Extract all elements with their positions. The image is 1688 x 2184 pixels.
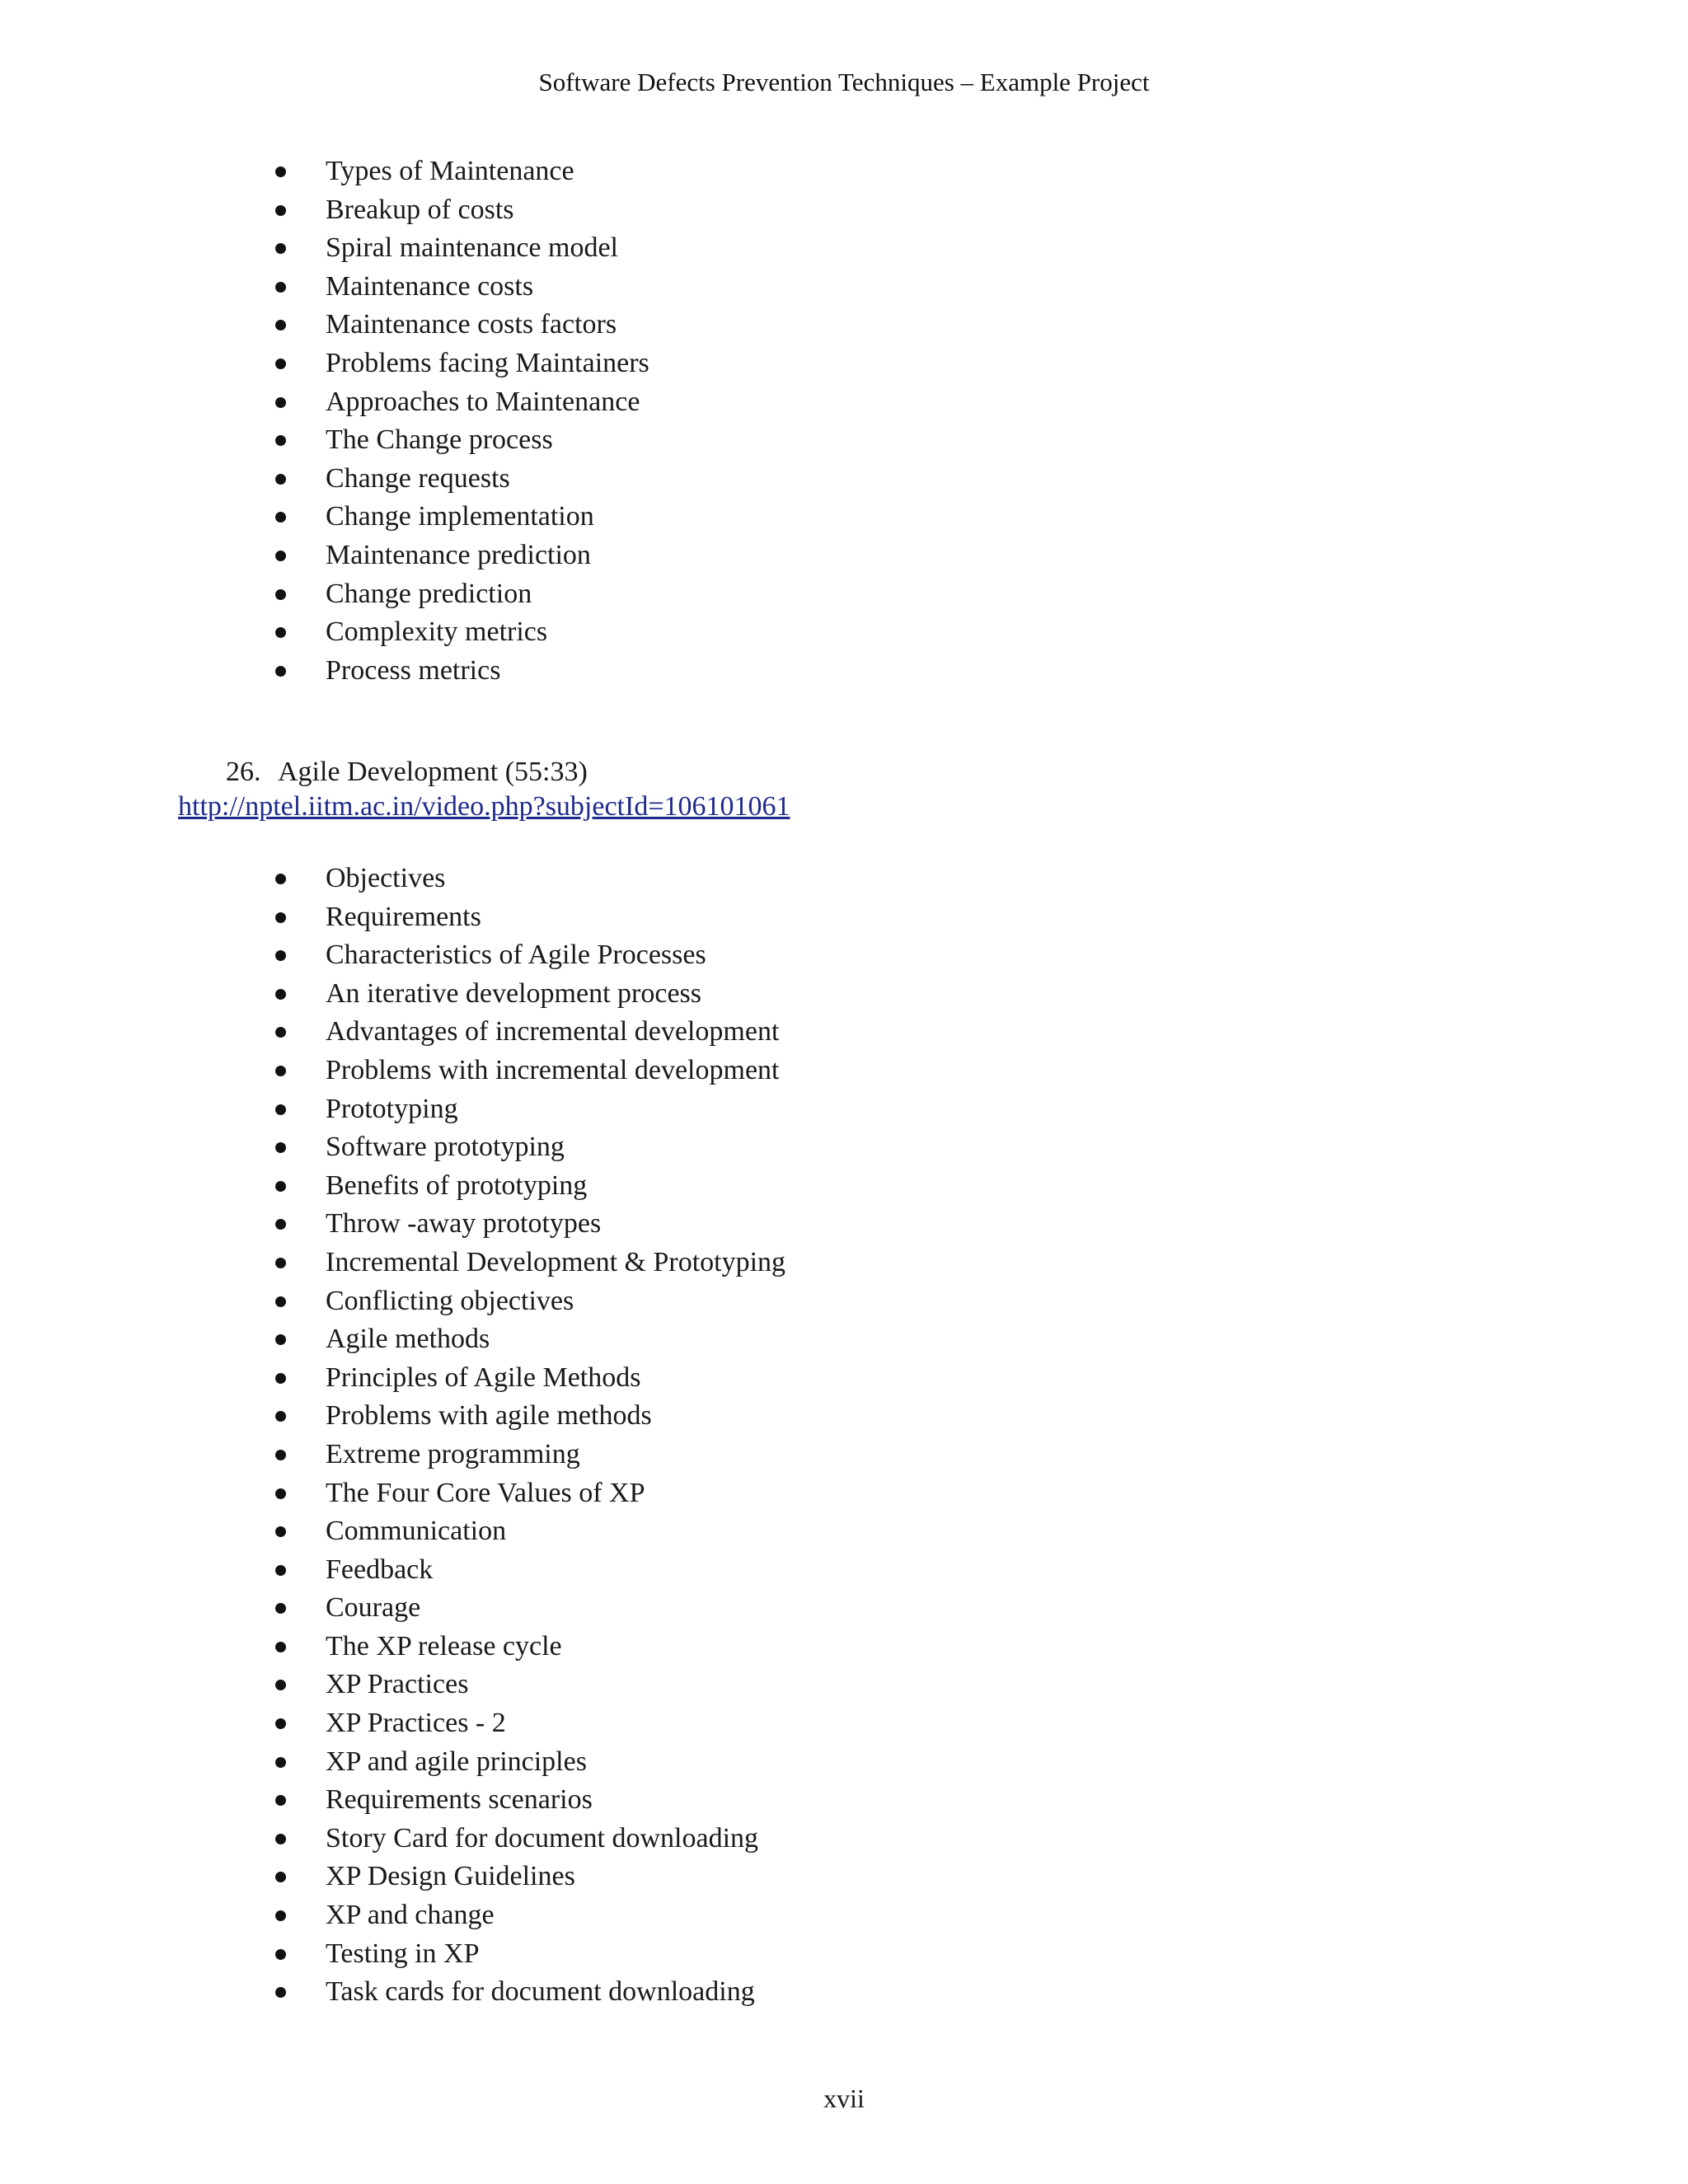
bullet-icon (275, 912, 286, 923)
bullet-icon (275, 1066, 286, 1076)
bullet-icon (275, 1219, 286, 1230)
bullet-icon (275, 282, 286, 293)
list-item-label: Problems with incremental development (326, 1054, 780, 1085)
bullet-icon (275, 243, 286, 254)
list-item-label: The Change process (326, 424, 553, 456)
list-item-label: The XP release cycle (326, 1630, 562, 1661)
bullet-icon (275, 1411, 286, 1422)
list-item-label: Maintenance prediction (326, 539, 591, 570)
section-video-link[interactable]: http://nptel.iitm.ac.in/video.php?subjectId=106101061 (178, 791, 790, 822)
list-item-label: Change requests (326, 462, 510, 494)
list-item-label: Objectives (326, 863, 446, 893)
list-item-label: Maintenance costs (326, 270, 534, 302)
list-item-label: Throw -away prototypes (326, 1208, 602, 1240)
bullet-icon (275, 1027, 286, 1038)
bullet-icon (275, 1450, 286, 1460)
bullet-icon (275, 1334, 286, 1345)
list-item-label: Requirements scenarios (326, 1784, 593, 1816)
list-item-label: Change implementation (326, 501, 594, 532)
bullet-icon (275, 989, 286, 1000)
list-item-label: Characteristics of Agile Processes (326, 940, 706, 971)
list-item-label: XP and agile principles (326, 1746, 587, 1777)
bullet-icon (275, 1872, 286, 1882)
list-item-label: Spiral maintenance model (326, 232, 618, 264)
list-item-label: Advantages of incremental development (326, 1016, 780, 1047)
list-item-label: Change prediction (326, 578, 532, 609)
bullet-icon (275, 435, 286, 446)
list-item-label: Extreme programming (326, 1438, 580, 1469)
bullet-icon (275, 1987, 286, 1998)
bullet-icon (275, 166, 286, 177)
bullet-icon (275, 1181, 286, 1192)
list-item-label: XP Practices (326, 1669, 469, 1700)
bullet-icon (275, 1949, 286, 1960)
list-item-label: The Four Core Values of XP (326, 1477, 645, 1508)
list-item-label: Requirements (326, 901, 481, 932)
bullet-icon (275, 1488, 286, 1499)
bullet-icon (275, 1834, 286, 1844)
list-item-label: Process metrics (326, 654, 501, 686)
list-item-label: Conflicting objectives (326, 1285, 574, 1316)
bullet-icon (275, 874, 286, 884)
bullet-icon (275, 1795, 286, 1806)
bullet-icon (275, 1142, 286, 1153)
list-item-label: Problems with agile methods (326, 1400, 652, 1432)
bullet-icon (275, 950, 286, 961)
page-header: Software Defects Prevention Techniques – Example Project (538, 68, 1150, 96)
section-number: 26. (226, 757, 261, 787)
list-item-label: Maintenance costs factors (326, 309, 617, 340)
bullet-icon (275, 359, 286, 369)
bullet-icon (275, 1526, 286, 1537)
list-item-label: Communication (326, 1516, 507, 1547)
list-item-label: Approaches to Maintenance (326, 386, 640, 417)
list-item-label: Complexity metrics (326, 616, 548, 648)
bullet-icon (275, 1680, 286, 1690)
list-item-label: Feedback (326, 1554, 434, 1585)
bullet-icon (275, 551, 286, 561)
bullet-icon (275, 474, 286, 485)
list-item-label: Task cards for document downloading (326, 1976, 755, 2008)
list-item-label: An iterative development process (326, 977, 702, 1009)
list-item-label: Problems facing Maintainers (326, 347, 649, 378)
page-number: xvii (823, 2083, 865, 2113)
bullet-icon (275, 1565, 286, 1576)
bullet-icon (275, 320, 286, 330)
bullet-icon (275, 1718, 286, 1729)
list-item-label: Principles of Agile Methods (326, 1361, 641, 1393)
list-item-label: Incremental Development & Prototyping (326, 1246, 786, 1277)
list-item-label: Courage (326, 1592, 421, 1624)
list-item-label: Agile methods (326, 1324, 490, 1355)
bullet-icon (275, 1642, 286, 1652)
bullet-icon (275, 1757, 286, 1768)
list-item-label: XP and change (326, 1900, 495, 1931)
list-item-label: Breakup of costs (326, 194, 514, 225)
section-heading (226, 753, 588, 791)
bullet-icon (275, 1296, 286, 1307)
bullet-icon (275, 512, 286, 523)
list-item-label: XP Practices - 2 (326, 1708, 506, 1739)
bullet-icon (275, 627, 286, 638)
bullet-icon (275, 589, 286, 600)
bullet-icon (275, 1603, 286, 1614)
list-item-label: Software prototyping (326, 1132, 565, 1163)
list-item-label: XP Design Guidelines (326, 1861, 575, 1892)
section-title: Agile Development (55:33) (278, 757, 588, 787)
bullet-icon (275, 1258, 286, 1268)
list-item-label: Testing in XP (326, 1938, 480, 1969)
list-item-label: Benefits of prototyping (326, 1169, 588, 1201)
bullet-icon (275, 666, 286, 677)
bullet-icon (275, 1373, 286, 1384)
list-item-label: Story Card for document downloading (326, 1822, 759, 1854)
bullet-icon (275, 1910, 286, 1921)
bullet-icon (275, 1104, 286, 1115)
bullet-icon (275, 397, 286, 408)
bullet-icon (275, 205, 286, 216)
list-item-label: Types of Maintenance (326, 156, 574, 186)
list-item-label: Prototyping (326, 1093, 458, 1124)
